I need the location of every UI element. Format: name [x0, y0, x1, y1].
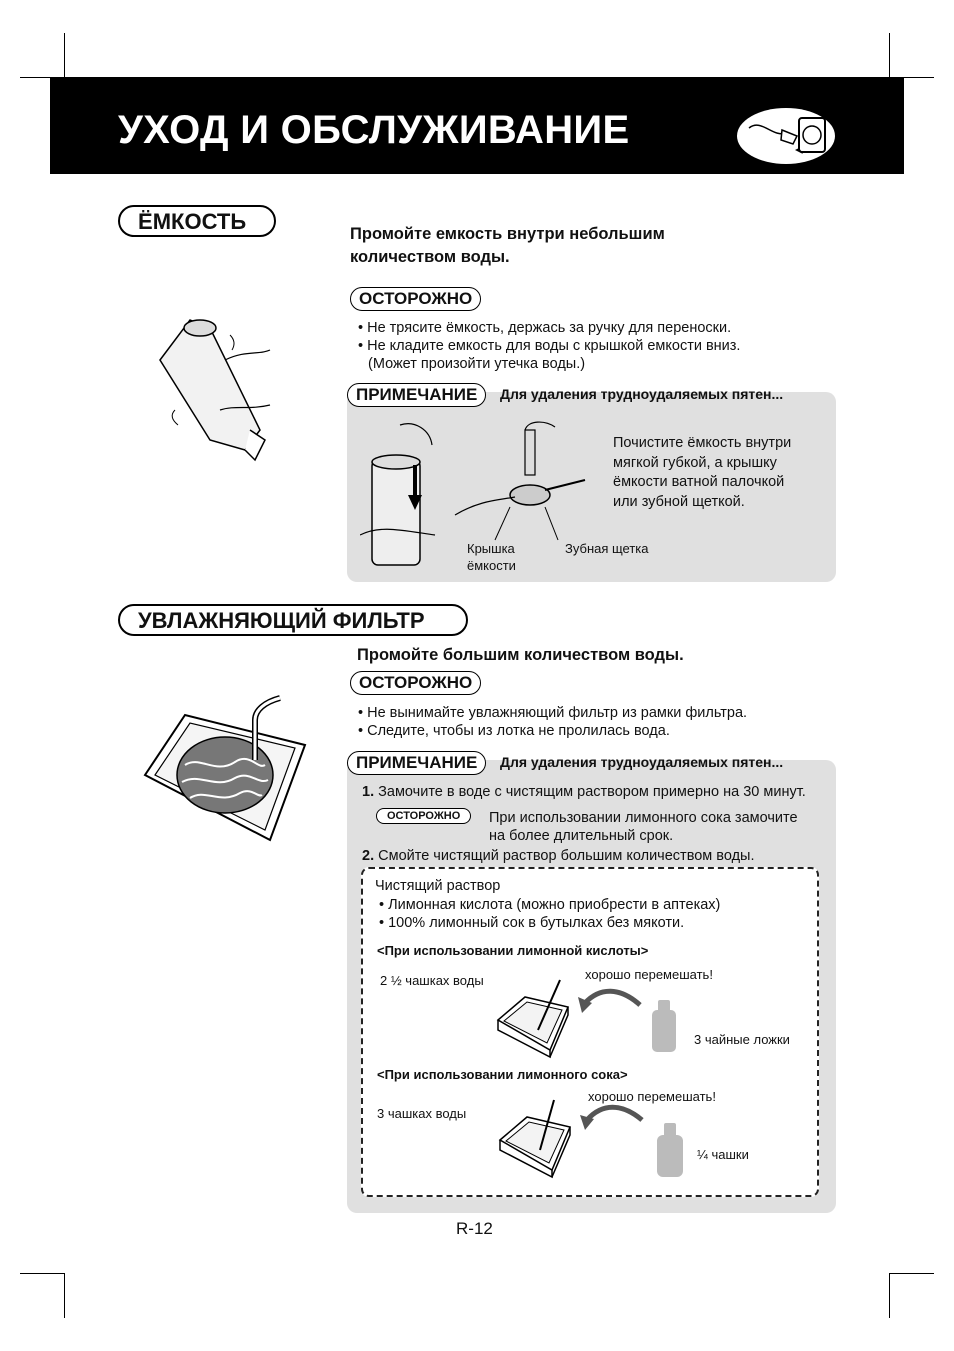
page-number: R-12 — [456, 1219, 493, 1238]
citric-heading: <При использовании лимонной кислоты> — [377, 943, 649, 958]
solution-list: • Лимонная кислота (можно приобрести в аптеках) • 100% лимонный сок в бутылках без мякоти. — [379, 897, 721, 931]
tank-note-text: Почистите ёмкость внутри мягкой губкой, а крышку ёмкости ватной палочкой или зубной щеткой. — [613, 435, 792, 510]
caution-badge: ОСТОРОЖНО — [350, 671, 481, 695]
page-title: УХОД И ОБСЛУЖИВАНИЕ — [118, 108, 630, 152]
crop-mark — [64, 33, 65, 78]
section-title-tank: ЁМКОСТЬ — [118, 205, 276, 237]
crop-mark — [889, 33, 890, 78]
step1-caution-badge: ОСТОРОЖНО — [376, 808, 471, 824]
juice-mix: хорошо перемешать! — [588, 1089, 716, 1104]
section-title-filter: УВЛАЖНЯЮЩИЙ ФИЛЬТР — [118, 604, 468, 636]
note-subtitle: Для удаления трудноудаляемых пятен... — [500, 754, 784, 770]
step-2: 2. Смойте чистящий раствор большим количеством воды. — [362, 848, 755, 864]
note-badge: ПРИМЕЧАНИЕ — [347, 751, 486, 775]
crop-mark — [889, 1273, 890, 1318]
crop-mark — [20, 1273, 65, 1274]
note-subtitle: Для удаления трудноудаляемых пятен... — [500, 386, 784, 402]
unplug-icon — [737, 108, 835, 164]
solution-title: Чистящий раствор — [375, 878, 501, 894]
caution-badge: ОСТОРОЖНО — [350, 287, 481, 311]
citric-amount: 3 чайные ложки — [694, 1032, 790, 1047]
citric-mixing-illustration — [490, 975, 690, 1060]
filter-soaking-illustration — [140, 690, 310, 850]
note-badge: ПРИМЕЧАНИЕ — [347, 383, 486, 407]
filter-caution-list: • Не вынимайте увлажняющий фильтр из рамки фильтра. • Следите, чтобы из лотка не пролилась вода. — [358, 705, 748, 739]
step-1: 1. Замочите в воде с чистящим раствором примерно на 30 минут. — [362, 784, 806, 800]
juice-water: 3 чашках воды — [377, 1106, 467, 1121]
juice-mixing-illustration — [492, 1095, 692, 1180]
crop-mark — [889, 1273, 934, 1274]
label-toothbrush: Зубная щетка — [565, 541, 649, 556]
step1-caution-text: При использовании лимонного сока замочите на более длительный срок. — [489, 810, 798, 844]
tank-shaking-illustration — [150, 310, 290, 470]
tank-caution-list: • Не трясите ёмкость, держась за ручку для переноски. • Не кладите емкость для воды с крышкой емкости вниз. (Может произойти утечка воды.) — [358, 320, 741, 372]
citric-mix: хорошо перемешать! — [585, 967, 713, 982]
juice-heading: <При использовании лимонного сока> — [377, 1067, 628, 1082]
juice-amount: ¼ чашки — [697, 1147, 749, 1162]
filter-instruction: Промойте большим количеством воды. — [357, 646, 684, 664]
label-tank-cap: Крышка ёмкости — [467, 541, 516, 573]
crop-mark — [64, 1273, 65, 1318]
tank-instruction: Промойте емкость внутри небольшим количеством воды. — [350, 225, 665, 266]
citric-water: 2 ½ чашках воды — [380, 973, 484, 988]
